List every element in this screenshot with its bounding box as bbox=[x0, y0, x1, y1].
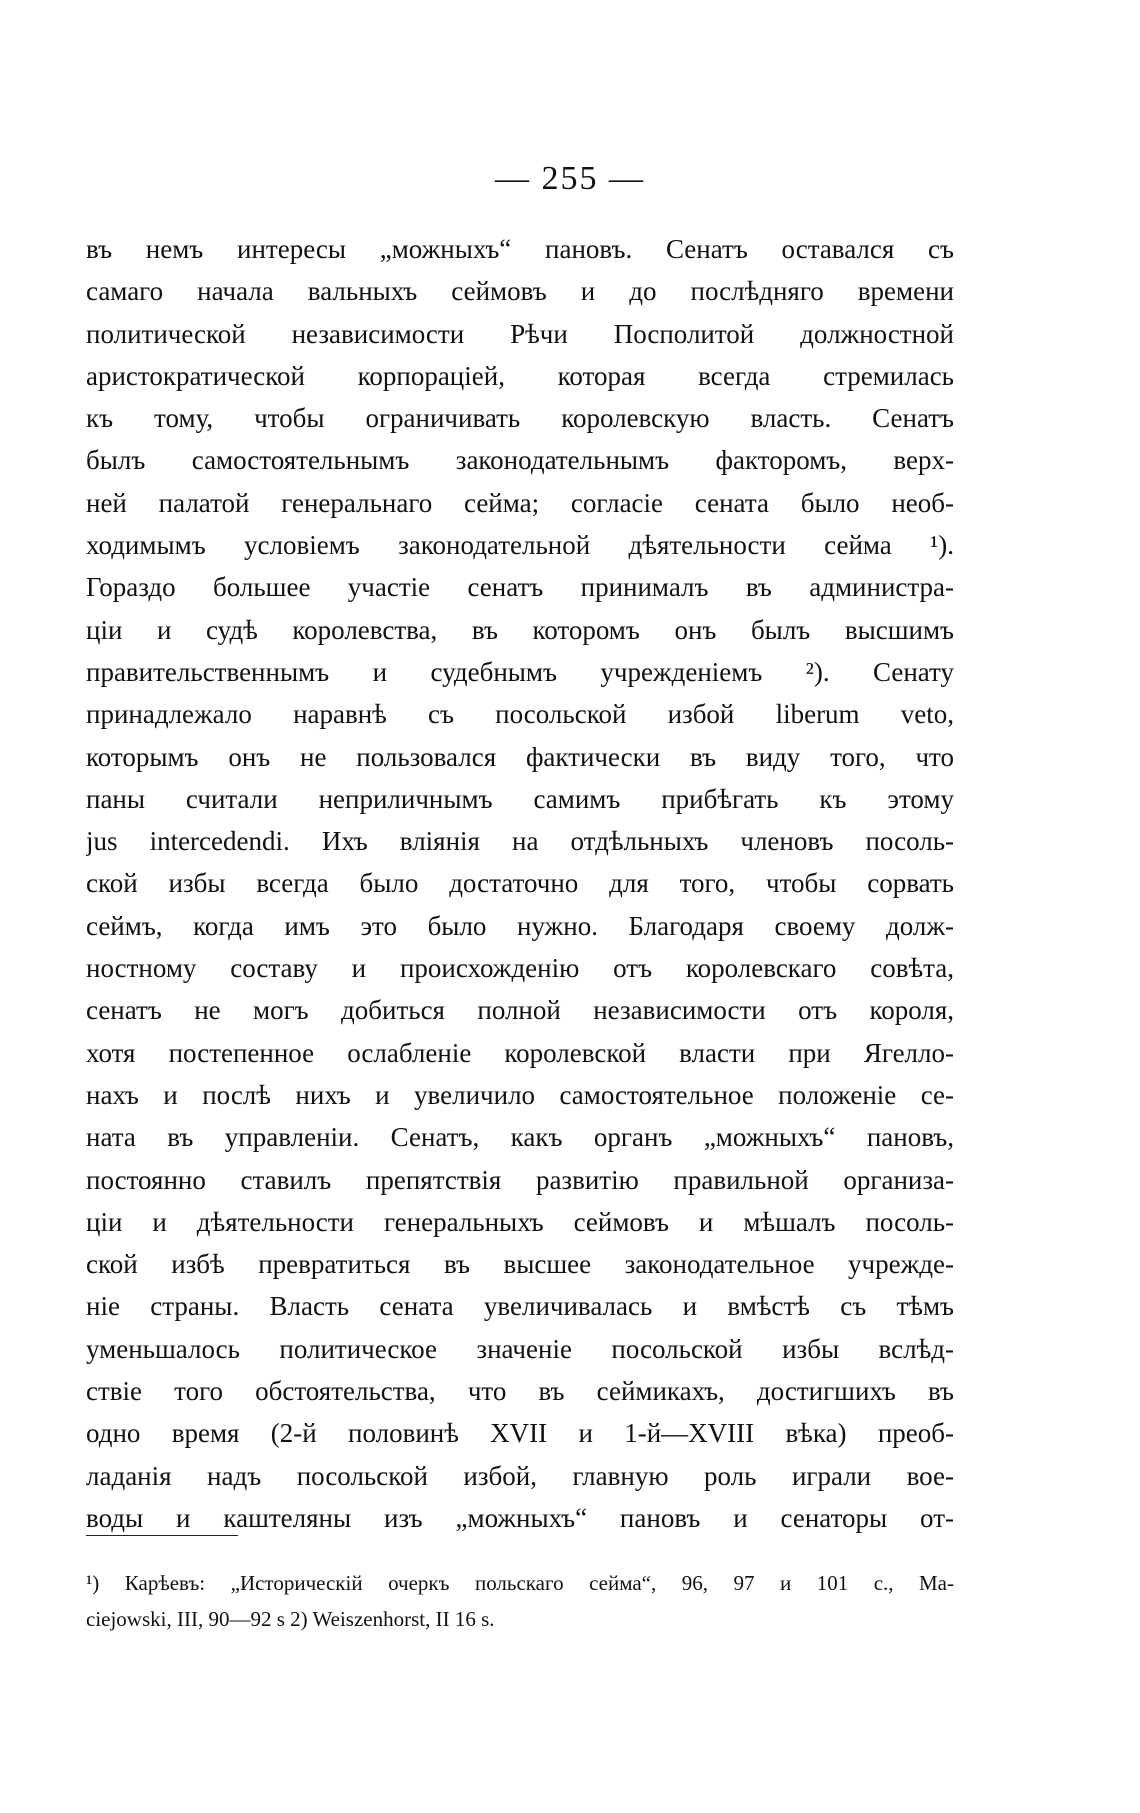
text-line: Гораздо большее участіе сенатъ принималъ въ администра- bbox=[86, 572, 954, 603]
text-line: jus intercedendi. Ихъ вліянія на отдѣльныхъ членовъ посоль- bbox=[86, 826, 954, 857]
text-line: ской избѣ превратиться въ высшее законодательное учрежде- bbox=[86, 1249, 954, 1280]
text-line: сеймъ, когда имъ это было нужно. Благодаря своему долж- bbox=[86, 910, 954, 941]
text-line: одно время (2-й половинѣ XVII и 1-й—XVIII вѣка) преоб- bbox=[86, 1418, 954, 1449]
main-text bbox=[86, 228, 954, 1539]
text-line: ской избы всегда было достаточно для того, чтобы сорвать bbox=[86, 868, 954, 899]
text-line: ната въ управленіи. Сенатъ, какъ органъ „можныхъ“ пановъ, bbox=[86, 1122, 954, 1153]
text-line: принадлежало наравнѣ съ посольской избой liberum veto, bbox=[86, 699, 954, 730]
text-line: ностному составу и происхожденію отъ королевскаго совѣта, bbox=[86, 953, 954, 984]
text-line: ней палатой генеральнаго сейма; согласіе сената было необ- bbox=[86, 487, 954, 518]
footnotes bbox=[86, 1565, 954, 1637]
text-line: уменьшалось политическое значеніе посольской избы вслѣд- bbox=[86, 1333, 954, 1364]
text-line: паны считали неприличнымъ самимъ прибѣгать къ этому bbox=[86, 783, 954, 814]
footnote-divider bbox=[86, 1535, 238, 1536]
text-line: ладанія надъ посольской избой, главную роль играли вое- bbox=[86, 1460, 954, 1491]
text-line: воды и каштеляны изъ „можныхъ“ пановъ и сенаторы от- bbox=[86, 1502, 954, 1533]
page-number: — 255 — bbox=[495, 160, 645, 197]
text-line: ствіе того обстоятельства, что въ сеймикахъ, достигшихъ въ bbox=[86, 1376, 954, 1407]
text-line: самаго начала вальныхъ сеймовъ и до послѣдняго времени bbox=[86, 276, 954, 307]
text-line: ніе страны. Власть сената увеличивалась и вмѣстѣ съ тѣмъ bbox=[86, 1291, 954, 1322]
text-line: къ тому, чтобы ограничивать королевскую власть. Сенатъ bbox=[86, 403, 954, 434]
text-line: хотя постепенное ослабленіе королевской власти при Ягелло- bbox=[86, 1037, 954, 1068]
text-line: ціи и судѣ королевства, въ которомъ онъ былъ высшимъ bbox=[86, 614, 954, 645]
footnote-line: ciejowski, III, 90—92 s 2) Weiszenhorst, II 16 s. bbox=[86, 1607, 495, 1631]
footnote-line: ¹) Карѣевъ: „Историческій очеркъ польскаго сейма“, 96, 97 и 101 с., Ma- bbox=[86, 1571, 954, 1595]
text-line: которымъ онъ не пользовался фактически въ виду того, что bbox=[86, 741, 954, 772]
text-line: аристократической корпораціей, которая всегда стремилась bbox=[86, 360, 954, 391]
text-line: политической независимости Рѣчи Посполитой должностной bbox=[86, 318, 954, 349]
text-line: постоянно ставилъ препятствія развитію правильной организа- bbox=[86, 1164, 954, 1195]
text-line: ходимымъ условіемъ законодательной дѣятельности сейма ¹). bbox=[86, 530, 954, 561]
text-line: нахъ и послѣ нихъ и увеличило самостоятельное положеніе се- bbox=[86, 1079, 954, 1110]
text-line: правительственнымъ и судебнымъ учрежденіемъ ²). Сенату bbox=[86, 656, 954, 687]
text-line: былъ самостоятельнымъ законодательнымъ факторомъ, верх- bbox=[86, 445, 954, 476]
text-line: ціи и дѣятельности генеральныхъ сеймовъ и мѣшалъ посоль- bbox=[86, 1206, 954, 1237]
text-line: въ немъ интересы „можныхъ“ пановъ. Сенатъ оставался съ bbox=[86, 234, 954, 264]
text-line: сенатъ не могъ добиться полной независимости отъ короля, bbox=[86, 995, 954, 1026]
